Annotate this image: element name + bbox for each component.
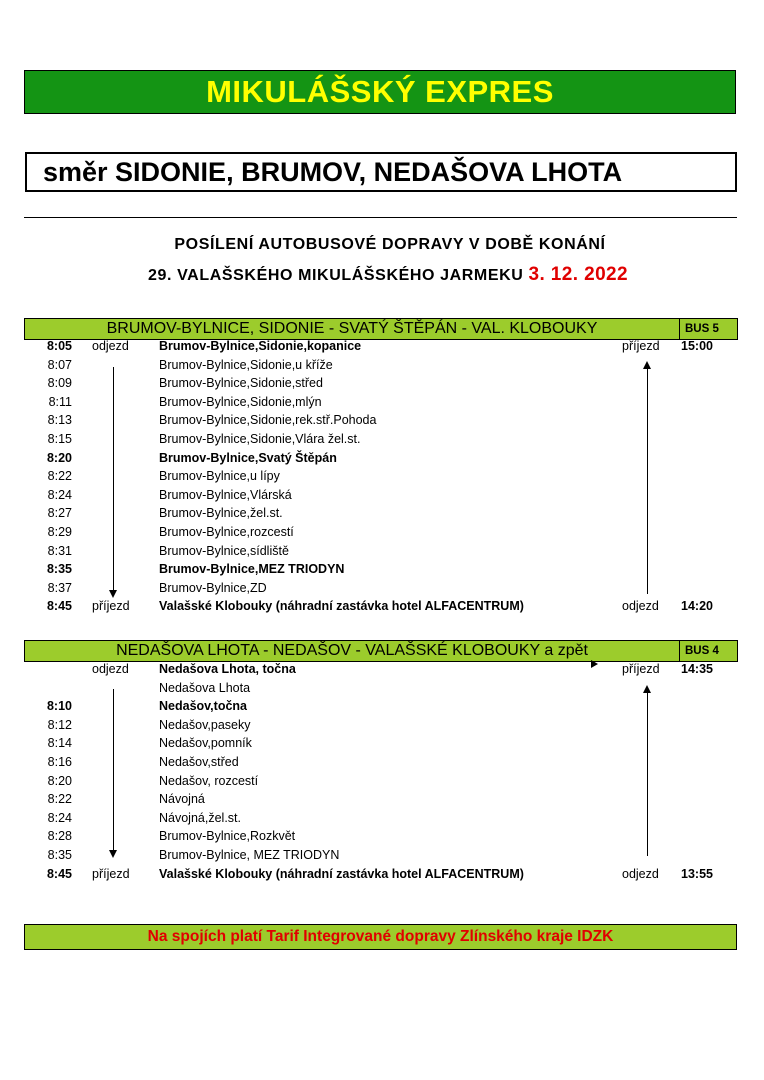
stop-name: Brumov-Bylnice,sídliště <box>159 543 289 558</box>
return-time: 15:00 <box>681 339 713 353</box>
table-row <box>0 431 764 449</box>
departure-time: 8:09 <box>47 376 72 391</box>
stop-name: Valašské Klobouky (náhradní zastávka hotel ALFACENTRUM) <box>159 599 524 614</box>
footer-banner <box>24 924 737 950</box>
stop-name: Brumov-Bylnice, MEZ TRIODYN <box>159 848 340 862</box>
departure-time: 8:13 <box>47 413 72 428</box>
return-time: 14:35 <box>681 662 713 676</box>
departure-time: 8:45 <box>46 866 72 881</box>
departure-time: 8:28 <box>47 829 72 844</box>
route1-down-line <box>113 367 114 591</box>
departure-time: 8:15 <box>47 432 72 446</box>
departure-time: 8:22 <box>47 469 72 484</box>
stop-name: Brumov-Bylnice,MEZ TRIODYN <box>159 562 345 577</box>
direction-label: příjezd <box>92 866 130 881</box>
stop-name: Nedašova Lhota, točna <box>159 662 296 676</box>
return-label: odjezd <box>622 599 659 614</box>
departure-time: 8:05 <box>46 339 72 353</box>
table-row <box>0 505 764 523</box>
route2-header <box>24 640 738 662</box>
table-row <box>0 375 764 393</box>
stop-name: Brumov-Bylnice,Vlárská <box>159 487 292 502</box>
stop-name: Brumov-Bylnice,Sidonie,kopanice <box>159 339 362 353</box>
table-row <box>0 412 764 430</box>
departure-time: 8:12 <box>47 717 72 732</box>
stop-name: Brumov-Bylnice,Svatý Štěpán <box>159 450 337 465</box>
heading-event: 29. VALAŠSKÉHO MIKULÁŠSKÉHO JARMEKU <box>148 267 524 284</box>
stop-name: Nedašov, rozcestí <box>159 773 259 788</box>
departure-time: 8:11 <box>48 394 72 409</box>
table-row <box>0 338 764 356</box>
stop-name: Brumov-Bylnice,Sidonie,Vlára žel.st. <box>159 432 361 446</box>
footer-text: Na spojích platí Tarif Integrované dopravy Zlínského kraje IDZK <box>147 928 614 945</box>
return-time: 14:20 <box>681 599 713 614</box>
departure-time: 8:24 <box>47 810 72 825</box>
table-row <box>0 828 764 846</box>
direction-label: odjezd <box>92 339 129 353</box>
stop-name: Nedašov,točna <box>159 699 247 714</box>
event-date: 3. 12. 2022 <box>528 264 628 285</box>
stop-name: Brumov-Bylnice,Sidonie,u kříže <box>159 357 333 372</box>
table-row <box>0 810 764 828</box>
table-row <box>0 754 764 772</box>
departure-time: 8:24 <box>47 487 72 502</box>
departure-time: 8:20 <box>47 773 72 788</box>
departure-time: 8:35 <box>46 562 72 577</box>
stop-name: Brumov-Bylnice,ZD <box>159 580 267 595</box>
table-row <box>0 543 764 561</box>
table-row <box>0 698 764 716</box>
route1-up-arrow-icon <box>643 361 651 369</box>
stop-name: Návojná <box>159 792 205 807</box>
departure-time: 8:27 <box>47 506 72 521</box>
route2-down-line <box>113 689 114 851</box>
direction-label: příjezd <box>92 599 130 614</box>
return-time: 13:55 <box>681 866 713 881</box>
departure-time: 8:37 <box>47 580 72 595</box>
table-row <box>0 487 764 505</box>
table-row <box>0 394 764 412</box>
return-label: příjezd <box>622 662 660 676</box>
route1-header <box>24 318 738 340</box>
stop-name: Brumov-Bylnice,u lípy <box>159 469 280 484</box>
direction-text: směr SIDONIE, BRUMOV, NEDAŠOVA LHOTA <box>43 156 623 187</box>
heading-line1: POSÍLENÍ AUTOBUSOVÉ DOPRAVY V DOBĚ KONÁNÍ <box>174 236 606 253</box>
route1-up-line <box>647 368 648 594</box>
route2-up-line <box>647 692 648 856</box>
stop-name: Brumov-Bylnice,žel.st. <box>159 506 283 521</box>
departure-time: 8:22 <box>47 792 72 807</box>
direction-box <box>25 152 737 192</box>
stop-name: Nedašov,pomník <box>159 736 252 751</box>
stop-name: Brumov-Bylnice,Sidonie,mlýn <box>159 394 322 409</box>
return-label: příjezd <box>622 339 660 353</box>
route1-bus-label: BUS 5 <box>685 323 719 335</box>
stop-name: Valašské Klobouky (náhradní zastávka hotel ALFACENTRUM) <box>159 866 524 881</box>
route2-down-arrow-icon <box>109 850 117 858</box>
departure-time: 8:31 <box>47 543 72 558</box>
table-row <box>0 561 764 579</box>
table-row <box>0 773 764 791</box>
route2-right-arrow-icon <box>591 660 598 668</box>
table-row <box>0 791 764 809</box>
route2-bus-label: BUS 4 <box>685 645 719 657</box>
table-row <box>0 524 764 542</box>
departure-time: 8:20 <box>46 450 72 465</box>
table-row <box>0 735 764 753</box>
stop-name: Nedašova Lhota <box>159 680 251 695</box>
stop-name: Brumov-Bylnice,Sidonie,střed <box>159 376 323 391</box>
table-row <box>0 598 764 616</box>
table-row <box>0 717 764 735</box>
stop-name: Brumov-Bylnice,Rozkvět <box>159 829 296 844</box>
stop-name: Brumov-Bylnice,Sidonie,rek.stř.Pohoda <box>159 413 377 428</box>
route1-name: BRUMOV-BYLNICE, SIDONIE - SVATÝ ŠTĚPÁN - VAL. KLOBOUKY <box>25 319 680 339</box>
title-banner <box>24 70 736 114</box>
departure-time: 8:14 <box>47 736 72 751</box>
departure-time: 8:07 <box>47 357 72 372</box>
departure-time: 8:10 <box>46 699 72 714</box>
table-row <box>0 661 764 679</box>
return-label: odjezd <box>622 866 659 881</box>
departure-time: 8:35 <box>47 848 72 862</box>
heading-line2 <box>18 264 758 286</box>
route2-up-arrow-icon <box>643 685 651 693</box>
route1-down-arrow-icon <box>109 590 117 598</box>
direction-label: odjezd <box>92 662 129 676</box>
departure-time: 8:29 <box>47 525 72 539</box>
route2-name: NEDAŠOVA LHOTA - NEDAŠOV - VALAŠSKÉ KLOBOUKY a zpět <box>25 641 680 661</box>
stop-name: Brumov-Bylnice,rozcestí <box>159 525 294 539</box>
table-row <box>0 866 764 884</box>
table-row <box>0 450 764 468</box>
stop-name: Návojná,žel.st. <box>159 810 241 825</box>
table-row <box>0 468 764 486</box>
departure-time: 8:16 <box>47 755 72 769</box>
stop-name: Nedašov,paseky <box>159 717 251 732</box>
stop-name: Nedašov,střed <box>159 755 239 769</box>
departure-time: 8:45 <box>46 599 72 614</box>
page-title: MIKULÁŠSKÝ EXPRES <box>206 74 554 109</box>
divider <box>24 217 737 218</box>
